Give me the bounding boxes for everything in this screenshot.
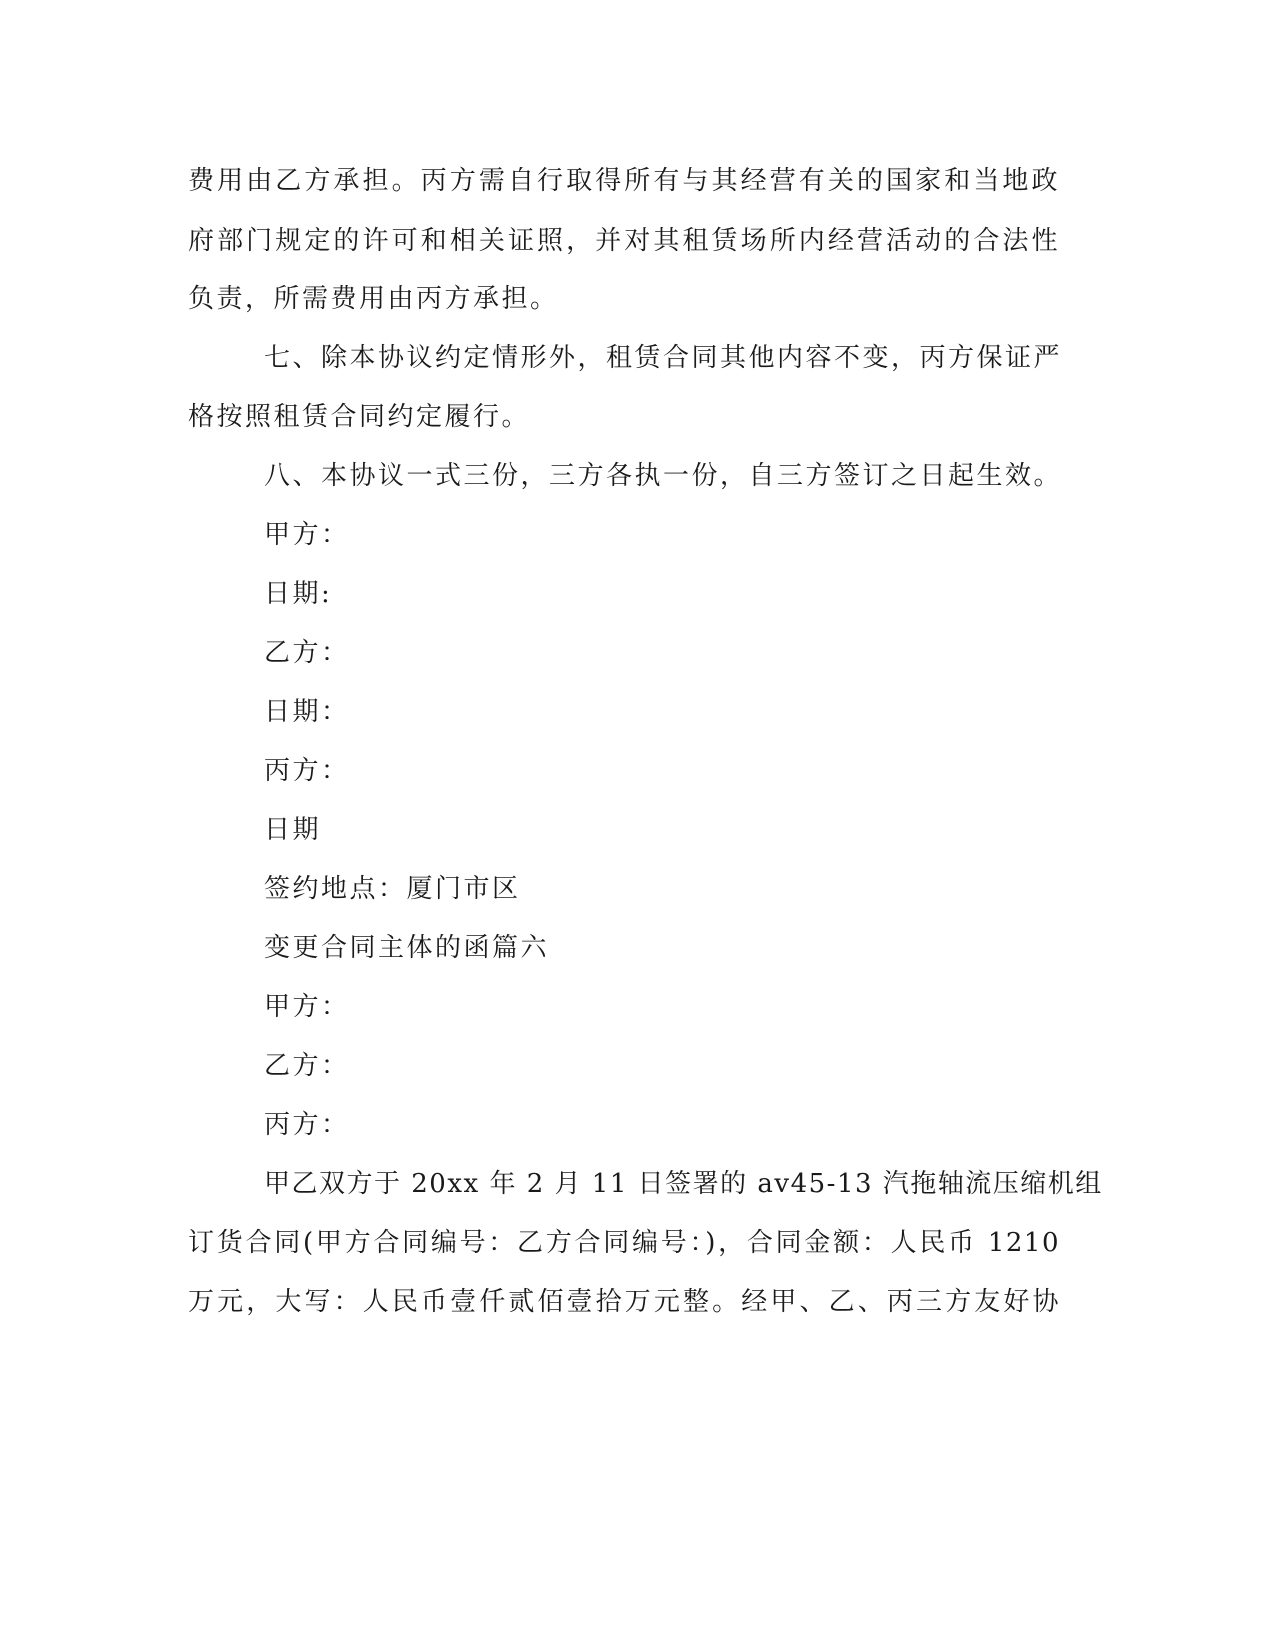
party-c-label: 丙方： — [264, 1110, 350, 1140]
party-a-label: 甲方： — [264, 992, 350, 1022]
party-a-label: 甲方： — [264, 520, 350, 550]
paragraph-line: 府部门规定的许可和相关证照，并对其租赁场所内经营活动的合法性 — [188, 226, 1060, 256]
date-label: 日期 — [264, 815, 322, 845]
paragraph-line: 负责，所需费用由丙方承担。 — [188, 284, 559, 314]
signing-location: 签约地点：厦门市区 — [264, 874, 521, 904]
party-b-label: 乙方： — [264, 638, 350, 668]
date-label: 日期： — [264, 697, 350, 727]
clause-eight-line: 八、本协议一式三份，三方各执一份，自三方签订之日起生效。 — [264, 461, 1063, 491]
paragraph-line: 费用由乙方承担。丙方需自行取得所有与其经营有关的国家和当地政 — [188, 166, 1060, 196]
paragraph-line: 订货合同(甲方合同编号：乙方合同编号：)，合同金额：人民币 1210 — [188, 1228, 1060, 1258]
party-b-label: 乙方： — [264, 1051, 350, 1081]
clause-seven-line: 七、除本协议约定情形外，租赁合同其他内容不变，丙方保证严 — [264, 343, 1063, 373]
section-heading: 变更合同主体的函篇六 — [264, 933, 550, 963]
paragraph-line: 甲乙双方于 20xx 年 2 月 11 日签署的 av45-13 汽拖轴流压缩机组 — [264, 1169, 1103, 1199]
paragraph-line: 万元，大写：人民币壹仟贰佰壹拾万元整。经甲、乙、丙三方友好协 — [188, 1287, 1060, 1317]
date-label: 日期: — [264, 579, 333, 609]
clause-seven-line: 格按照租赁合同约定履行。 — [188, 402, 531, 432]
party-c-label: 丙方： — [264, 756, 350, 786]
